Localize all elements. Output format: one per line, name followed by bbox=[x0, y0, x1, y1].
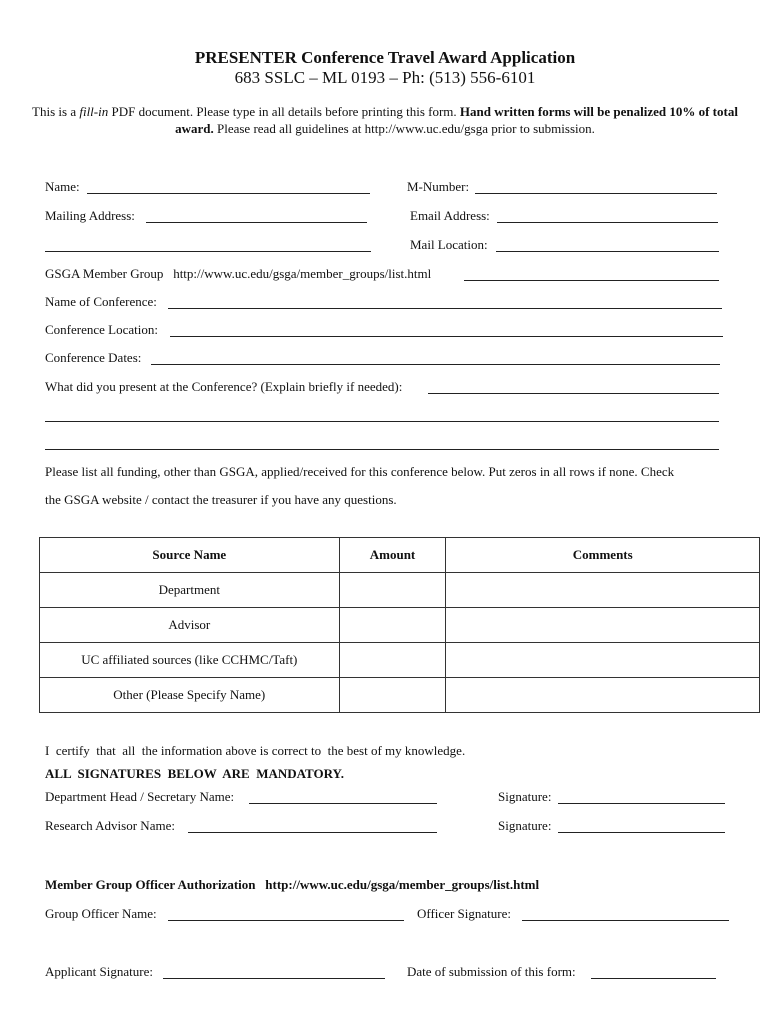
source-name-cell: Other (Please Specify Name) bbox=[40, 678, 340, 713]
group-officer-name-label: Group Officer Name: bbox=[45, 906, 157, 921]
table-row bbox=[40, 678, 760, 713]
officer-authorization-heading bbox=[45, 877, 539, 893]
amount-cell[interactable] bbox=[339, 678, 446, 713]
intro-bold-text: Hand written forms will be penalized 10% of total award. bbox=[175, 104, 738, 136]
intro-italic-text: fill-in bbox=[79, 104, 109, 119]
table-row bbox=[40, 608, 760, 643]
name-field[interactable] bbox=[87, 193, 370, 194]
m-number-field[interactable] bbox=[475, 193, 717, 194]
column-header-comments: Comments bbox=[446, 538, 760, 573]
m-number-label: M-Number: bbox=[407, 179, 470, 194]
presentation-label: What did you present at the Conference? (Explain briefly if needed): bbox=[45, 379, 403, 394]
gsga-member-group-label bbox=[45, 266, 431, 282]
source-name-cell: UC affiliated sources (like CCHMC/Taft) bbox=[40, 643, 340, 678]
conference-name-label: Name of Conference: bbox=[45, 294, 157, 309]
form-subtitle: 683 SSLC – ML 0193 – Ph: (513) 556-6101 bbox=[234, 68, 536, 87]
source-name-cell: Advisor bbox=[40, 608, 340, 643]
research-advisor-field[interactable] bbox=[188, 832, 437, 833]
mailing-address-field[interactable] bbox=[146, 222, 367, 223]
submission-date-label: Date of submission of this form: bbox=[407, 964, 576, 979]
funding-table bbox=[39, 537, 760, 713]
signatures-mandatory-notice: ALL SIGNATURES BELOW ARE MANDATORY. bbox=[45, 766, 344, 781]
conference-location-field[interactable] bbox=[170, 336, 723, 337]
table-row bbox=[40, 573, 760, 608]
dept-head-label: Department Head / Secretary Name: bbox=[45, 789, 235, 804]
dept-head-signature-label: Signature: bbox=[498, 789, 552, 804]
column-header-amount: Amount bbox=[339, 538, 446, 573]
intro-paragraph bbox=[30, 103, 740, 137]
conference-name-field[interactable] bbox=[168, 308, 722, 309]
presentation-field-line2[interactable] bbox=[45, 421, 719, 422]
mail-location-field[interactable] bbox=[496, 251, 719, 252]
submission-date-field[interactable] bbox=[591, 978, 716, 979]
column-header-source-name: Source Name bbox=[40, 538, 340, 573]
group-officer-name-field[interactable] bbox=[168, 920, 404, 921]
table-header-row bbox=[40, 538, 760, 573]
mailing-address-line2-field[interactable] bbox=[45, 251, 371, 252]
officer-signature-label: Officer Signature: bbox=[417, 906, 511, 921]
funding-instructions-line1: Please list all funding, other than GSGA, applied/received for this conference below. Put zeros in all rows if none. Check bbox=[45, 464, 675, 479]
comments-cell[interactable] bbox=[446, 643, 760, 678]
comments-cell[interactable] bbox=[446, 608, 760, 643]
funding-instructions-line2: the GSGA website / contact the treasurer if you have any questions. bbox=[45, 492, 397, 507]
gsga-member-group-url[interactable]: http://www.uc.edu/gsga/member_groups/list.html bbox=[173, 266, 432, 281]
amount-cell[interactable] bbox=[339, 643, 446, 678]
intro-text: PDF document. Please type in all details before printing this form. bbox=[108, 104, 460, 119]
email-address-field[interactable] bbox=[497, 222, 718, 223]
conference-location-label: Conference Location: bbox=[45, 322, 158, 337]
email-address-label: Email Address: bbox=[410, 208, 490, 223]
officer-signature-field[interactable] bbox=[522, 920, 729, 921]
presentation-field-line3[interactable] bbox=[45, 449, 719, 450]
intro-text: This is a bbox=[32, 104, 80, 119]
form-title: PRESENTER Conference Travel Award Application bbox=[194, 48, 576, 67]
research-advisor-signature-field[interactable] bbox=[558, 832, 725, 833]
gsga-member-group-text: GSGA Member Group bbox=[45, 266, 164, 281]
table-row bbox=[40, 643, 760, 678]
intro-text: Please read all guidelines at http://www.uc.edu/gsga prior to submission. bbox=[213, 121, 595, 136]
conference-dates-label: Conference Dates: bbox=[45, 350, 142, 365]
officer-authorization-title: Member Group Officer Authorization bbox=[45, 877, 256, 892]
applicant-signature-label: Applicant Signature: bbox=[45, 964, 153, 979]
mailing-address-label: Mailing Address: bbox=[45, 208, 135, 223]
source-name-cell: Department bbox=[40, 573, 340, 608]
comments-cell[interactable] bbox=[446, 573, 760, 608]
applicant-signature-field[interactable] bbox=[163, 978, 385, 979]
presentation-field[interactable] bbox=[428, 393, 719, 394]
gsga-member-group-field[interactable] bbox=[464, 280, 719, 281]
research-advisor-label: Research Advisor Name: bbox=[45, 818, 175, 833]
dept-head-signature-field[interactable] bbox=[558, 803, 725, 804]
dept-head-field[interactable] bbox=[249, 803, 437, 804]
amount-cell[interactable] bbox=[339, 573, 446, 608]
certification-statement: I certify that all the information above is correct to the best of my knowledge. bbox=[45, 743, 466, 758]
conference-dates-field[interactable] bbox=[151, 364, 720, 365]
name-label: Name: bbox=[45, 179, 80, 194]
comments-cell[interactable] bbox=[446, 678, 760, 713]
amount-cell[interactable] bbox=[339, 608, 446, 643]
mail-location-label: Mail Location: bbox=[410, 237, 488, 252]
research-advisor-signature-label: Signature: bbox=[498, 818, 552, 833]
officer-authorization-url[interactable]: http://www.uc.edu/gsga/member_groups/list.html bbox=[265, 877, 540, 892]
